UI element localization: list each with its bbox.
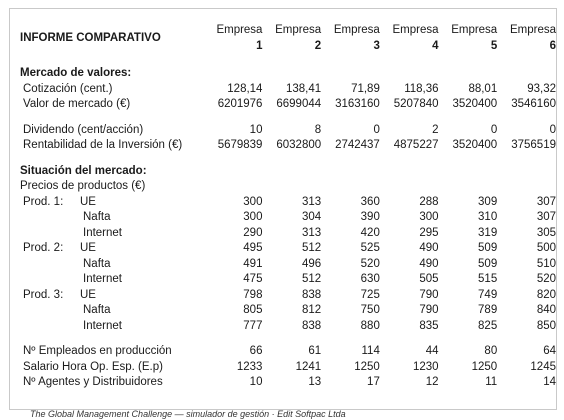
report-title: INFORME COMPARATIVO bbox=[20, 31, 161, 44]
value-cell-empresa-1: 10 bbox=[249, 376, 263, 388]
value-cell-empresa-3: 17 bbox=[367, 376, 380, 388]
company-header-3 bbox=[321, 23, 380, 54]
value-cell-empresa-5: 789 bbox=[478, 304, 498, 316]
company-number: 6 bbox=[549, 39, 556, 52]
spacer-row bbox=[20, 54, 556, 66]
value-cell-empresa-3: 525 bbox=[360, 242, 380, 254]
value-cell-empresa-3: 520 bbox=[360, 257, 380, 270]
value-cell-empresa-3: 420 bbox=[360, 226, 380, 239]
value-cell-empresa-2: 512 bbox=[301, 273, 322, 285]
value-cell-empresa-6: 520 bbox=[536, 273, 556, 285]
value-cell-empresa-6: 820 bbox=[536, 288, 556, 301]
value-cell-empresa-1: 290 bbox=[243, 226, 263, 239]
report-frame bbox=[9, 8, 557, 410]
market-row bbox=[20, 97, 556, 113]
value-cell-empresa-2: 812 bbox=[301, 304, 322, 316]
spacer-row bbox=[20, 334, 556, 344]
company-name: Empresa bbox=[216, 24, 263, 36]
value-cell-empresa-3: 0 bbox=[373, 123, 380, 136]
company-header-4 bbox=[380, 23, 439, 54]
market-label: UE bbox=[80, 288, 96, 301]
value-cell-empresa-1: 798 bbox=[243, 288, 263, 301]
value-cell-empresa-2: 61 bbox=[308, 345, 322, 357]
value-cell-empresa-2: 304 bbox=[301, 211, 322, 223]
value-cell-empresa-6: 510 bbox=[536, 257, 556, 270]
stats-row bbox=[20, 344, 556, 360]
spacer-row bbox=[20, 154, 556, 164]
precios-label: Precios de productos (€) bbox=[20, 180, 146, 192]
product-price-row bbox=[20, 241, 556, 257]
value-cell-empresa-3: 390 bbox=[360, 211, 380, 223]
value-cell-empresa-5: 749 bbox=[478, 288, 498, 301]
row-label: Nº Agentes y Distribuidores bbox=[23, 376, 163, 388]
company-header-5 bbox=[439, 23, 498, 54]
value-cell-empresa-5: 509 bbox=[478, 257, 498, 270]
value-cell-empresa-2: 512 bbox=[301, 242, 322, 254]
dividend-row bbox=[20, 138, 556, 154]
value-cell-empresa-5: 509 bbox=[478, 242, 498, 254]
company-name: Empresa bbox=[451, 24, 498, 36]
value-cell-empresa-5: 310 bbox=[478, 211, 498, 223]
value-cell-empresa-2: 1241 bbox=[295, 360, 322, 373]
value-cell-empresa-1: 475 bbox=[243, 273, 263, 285]
footer-text: The Global Management Challenge — simulador de gestión · Edit Softpac Ltda bbox=[30, 409, 346, 419]
company-number: 3 bbox=[373, 39, 380, 52]
value-cell-empresa-3: 630 bbox=[360, 273, 380, 285]
value-cell-empresa-6: 305 bbox=[536, 226, 556, 239]
company-number: 1 bbox=[256, 39, 263, 52]
market-label: Internet bbox=[83, 273, 122, 285]
value-cell-empresa-4: 12 bbox=[425, 376, 439, 388]
value-cell-empresa-3: 360 bbox=[360, 195, 380, 208]
value-cell-empresa-5: 319 bbox=[478, 226, 498, 239]
value-cell-empresa-1: 1233 bbox=[236, 360, 263, 373]
market-label: Nafta bbox=[83, 257, 111, 270]
row-label: Valor de mercado (€) bbox=[23, 98, 131, 110]
value-cell-empresa-3: 880 bbox=[360, 319, 380, 332]
value-cell-empresa-1: 6201976 bbox=[217, 98, 263, 110]
market-row bbox=[20, 82, 556, 98]
dividend-row bbox=[20, 123, 556, 139]
value-cell-empresa-4: 490 bbox=[419, 257, 439, 270]
value-cell-empresa-1: 300 bbox=[243, 211, 263, 223]
stats-row bbox=[20, 375, 556, 391]
value-cell-empresa-6: 3756519 bbox=[511, 139, 556, 151]
value-cell-empresa-6: 14 bbox=[543, 376, 556, 388]
value-cell-empresa-1: 128,14 bbox=[227, 82, 263, 95]
value-cell-empresa-4: 1230 bbox=[412, 360, 439, 373]
row-label: Cotización (cent.) bbox=[23, 82, 113, 95]
value-cell-empresa-2: 838 bbox=[301, 288, 322, 301]
company-number: 2 bbox=[314, 39, 322, 52]
value-cell-empresa-5: 80 bbox=[484, 345, 498, 357]
value-cell-empresa-4: 44 bbox=[425, 345, 439, 357]
row-label: Salario Hora Op. Esp. (E.p) bbox=[23, 360, 163, 373]
company-name: Empresa bbox=[333, 24, 380, 36]
value-cell-empresa-5: 515 bbox=[478, 273, 498, 285]
value-cell-empresa-4: 490 bbox=[419, 242, 439, 254]
section-situacion-mercado bbox=[20, 164, 556, 180]
value-cell-empresa-6: 3546160 bbox=[511, 98, 556, 110]
value-cell-empresa-5: 1250 bbox=[471, 360, 498, 373]
product-label: Prod. 2: bbox=[23, 242, 64, 254]
value-cell-empresa-3: 3163160 bbox=[335, 98, 380, 110]
product-price-row bbox=[20, 257, 556, 273]
product-price-row bbox=[20, 272, 556, 288]
market-label: Nafta bbox=[83, 211, 111, 223]
product-label: Prod. 1: bbox=[23, 195, 64, 208]
value-cell-empresa-1: 805 bbox=[243, 304, 263, 316]
value-cell-empresa-6: 307 bbox=[536, 211, 556, 223]
value-cell-empresa-1: 300 bbox=[243, 195, 263, 208]
value-cell-empresa-4: 295 bbox=[419, 226, 439, 239]
value-cell-empresa-6: 93,32 bbox=[527, 82, 556, 95]
product-price-row bbox=[20, 210, 556, 226]
product-price-row bbox=[20, 319, 556, 335]
company-name: Empresa bbox=[275, 24, 322, 36]
value-cell-empresa-6: 307 bbox=[536, 195, 556, 208]
section-heading: Situación del mercado: bbox=[20, 164, 147, 177]
value-cell-empresa-3: 114 bbox=[361, 345, 380, 357]
value-cell-empresa-6: 0 bbox=[549, 123, 556, 136]
value-cell-empresa-5: 11 bbox=[485, 376, 498, 388]
value-cell-empresa-3: 725 bbox=[360, 288, 380, 301]
product-label: Prod. 3: bbox=[23, 288, 64, 301]
value-cell-empresa-2: 6032800 bbox=[276, 139, 322, 151]
header-row bbox=[20, 23, 556, 54]
value-cell-empresa-2: 8 bbox=[314, 123, 322, 136]
value-cell-empresa-3: 1250 bbox=[354, 360, 380, 373]
company-name: Empresa bbox=[392, 24, 439, 36]
value-cell-empresa-4: 118,36 bbox=[404, 82, 439, 95]
product-price-row bbox=[20, 195, 556, 211]
product-price-row bbox=[20, 226, 556, 242]
company-header-1 bbox=[204, 23, 263, 54]
spacer-row bbox=[20, 113, 556, 123]
value-cell-empresa-1: 5679839 bbox=[217, 139, 263, 151]
value-cell-empresa-5: 0 bbox=[490, 123, 498, 136]
value-cell-empresa-5: 3520400 bbox=[452, 98, 498, 110]
value-cell-empresa-1: 10 bbox=[249, 123, 263, 136]
row-label: Dividendo (cent/acción) bbox=[23, 123, 144, 136]
value-cell-empresa-2: 6699044 bbox=[276, 98, 322, 110]
product-price-row bbox=[20, 288, 556, 304]
market-label: Nafta bbox=[83, 304, 111, 316]
company-number: 5 bbox=[490, 39, 498, 52]
product-price-row bbox=[20, 303, 556, 319]
value-cell-empresa-4: 300 bbox=[419, 211, 439, 223]
precios-label-row bbox=[20, 179, 556, 195]
market-label: Internet bbox=[83, 319, 122, 332]
value-cell-empresa-5: 3520400 bbox=[452, 139, 498, 151]
value-cell-empresa-2: 838 bbox=[301, 319, 322, 332]
value-cell-empresa-1: 495 bbox=[243, 242, 263, 254]
value-cell-empresa-6: 840 bbox=[536, 304, 556, 316]
value-cell-empresa-1: 777 bbox=[243, 319, 263, 332]
value-cell-empresa-4: 4875227 bbox=[393, 139, 439, 151]
value-cell-empresa-3: 71,89 bbox=[351, 82, 380, 95]
stats-row bbox=[20, 360, 556, 376]
value-cell-empresa-1: 491 bbox=[243, 257, 263, 270]
value-cell-empresa-4: 505 bbox=[419, 273, 439, 285]
value-cell-empresa-5: 309 bbox=[478, 195, 498, 208]
value-cell-empresa-4: 2 bbox=[432, 123, 439, 136]
comparative-report-table bbox=[20, 23, 556, 391]
market-label: Internet bbox=[83, 226, 122, 239]
value-cell-empresa-2: 13 bbox=[308, 376, 322, 388]
value-cell-empresa-2: 313 bbox=[301, 195, 322, 208]
value-cell-empresa-2: 138,41 bbox=[285, 82, 322, 95]
value-cell-empresa-1: 66 bbox=[249, 345, 263, 357]
value-cell-empresa-5: 88,01 bbox=[468, 82, 498, 95]
section-mercado-valores bbox=[20, 66, 556, 82]
market-label: UE bbox=[80, 242, 96, 254]
value-cell-empresa-6: 850 bbox=[536, 319, 556, 332]
section-heading: Mercado de valores: bbox=[20, 67, 132, 79]
value-cell-empresa-5: 825 bbox=[478, 319, 498, 332]
row-label: Rentabilidad de la Inversión (€) bbox=[23, 139, 183, 151]
market-label: UE bbox=[80, 195, 96, 208]
company-number: 4 bbox=[432, 39, 439, 52]
value-cell-empresa-4: 288 bbox=[419, 195, 439, 208]
value-cell-empresa-6: 64 bbox=[543, 345, 556, 357]
value-cell-empresa-4: 790 bbox=[419, 304, 439, 316]
value-cell-empresa-4: 835 bbox=[419, 319, 439, 332]
company-header-2 bbox=[262, 23, 321, 54]
company-header-6 bbox=[497, 23, 556, 54]
company-name: Empresa bbox=[509, 24, 556, 36]
value-cell-empresa-6: 1245 bbox=[530, 360, 556, 373]
value-cell-empresa-3: 750 bbox=[360, 304, 380, 316]
value-cell-empresa-4: 5207840 bbox=[393, 98, 439, 110]
value-cell-empresa-4: 790 bbox=[419, 288, 439, 301]
value-cell-empresa-2: 496 bbox=[301, 257, 322, 270]
value-cell-empresa-3: 2742437 bbox=[335, 139, 380, 151]
value-cell-empresa-6: 500 bbox=[536, 242, 556, 254]
value-cell-empresa-2: 313 bbox=[301, 226, 322, 239]
row-label: Nº Empleados en producción bbox=[23, 345, 172, 357]
